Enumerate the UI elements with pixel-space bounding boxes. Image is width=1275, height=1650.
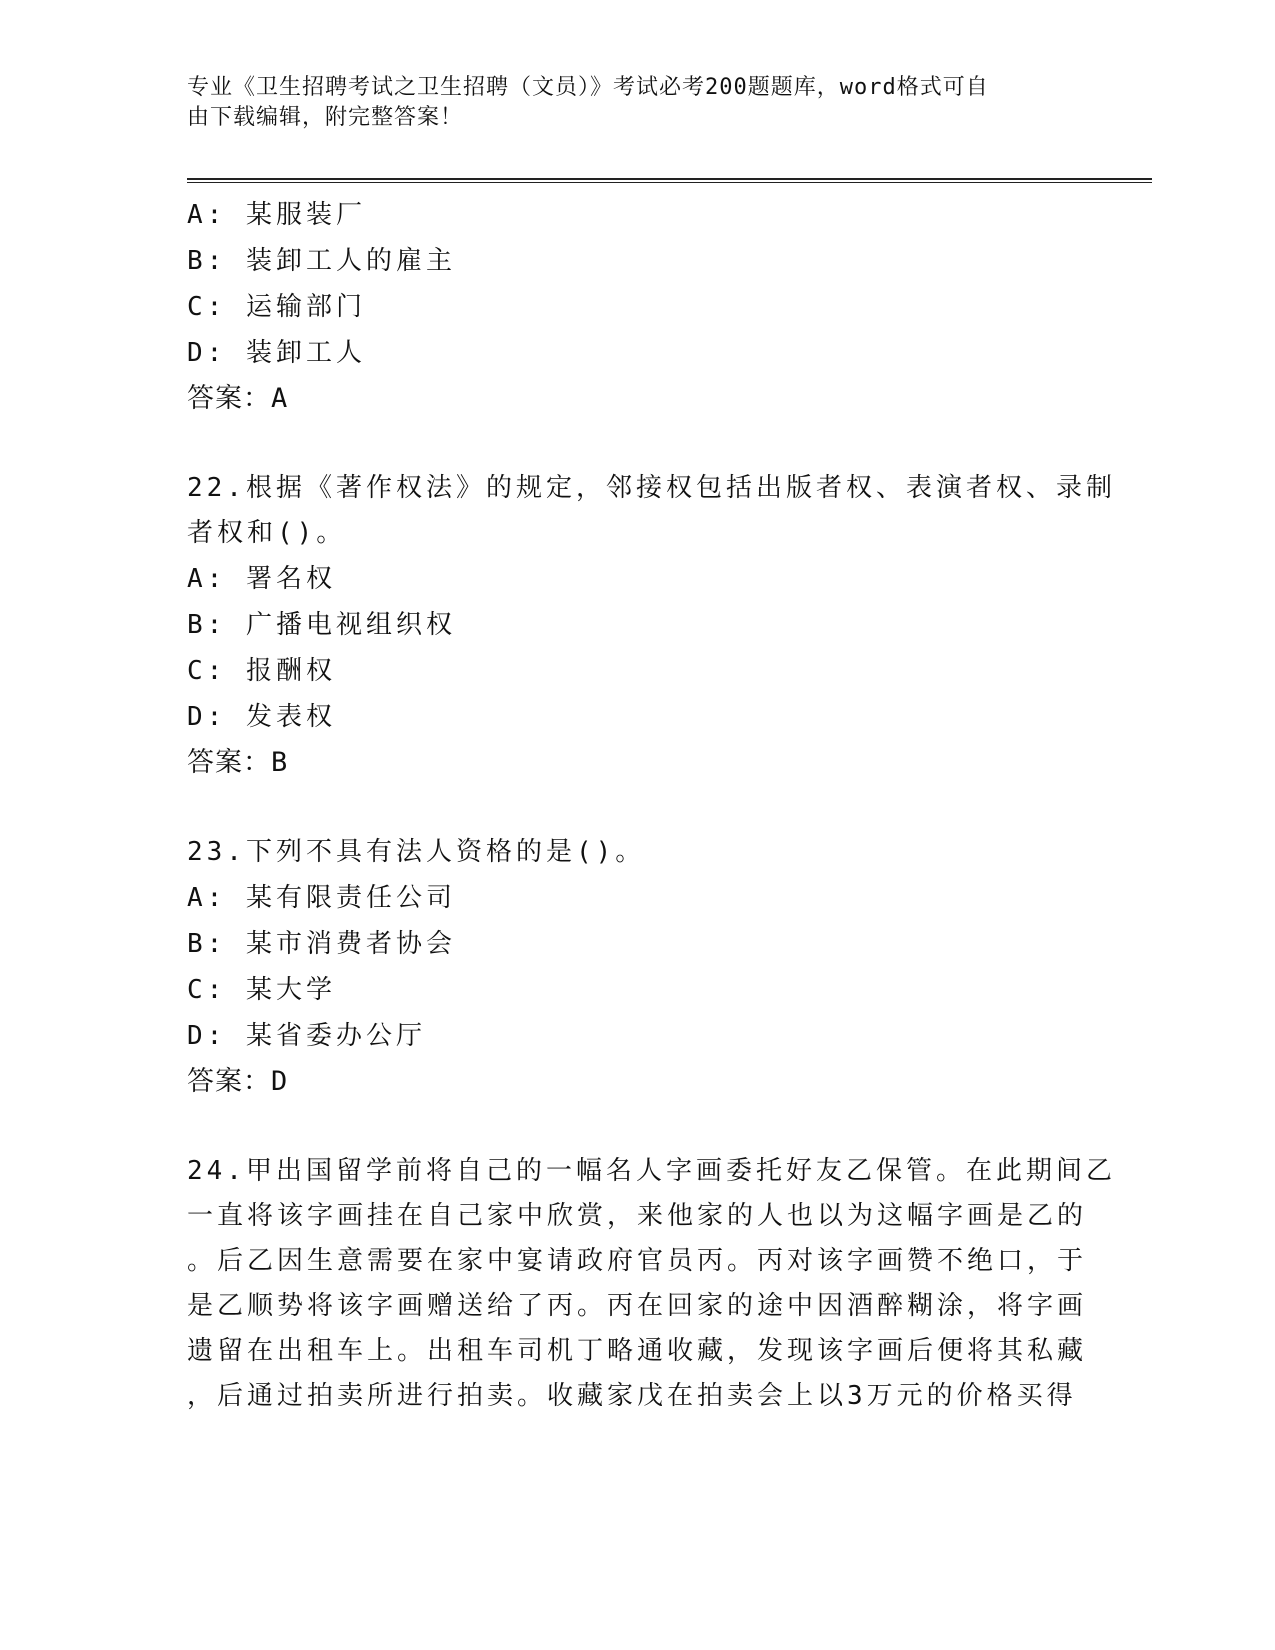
option-a: A: 某有限责任公司 <box>187 883 456 913</box>
question-line: 一直将该字画挂在自己家中欣赏，来他家的人也以为这幅字画是乙的 <box>187 1201 1088 1231</box>
question-line: ，后通过拍卖所进行拍卖。收藏家戊在拍卖会上以3万元的价格买得 <box>187 1381 1077 1411</box>
question-line: 。后乙因生意需要在家中宴请政府官员丙。丙对该字画赞不绝口，于 <box>187 1246 1088 1276</box>
header-line-2: 由下载编辑，附完整答案！ <box>187 105 464 130</box>
answer: 答案：B <box>187 747 289 778</box>
question-21 <box>187 192 1087 422</box>
question-line: 是乙顺势将该字画赠送给了丙。丙在回家的途中因酒醉糊涂，将字画 <box>187 1291 1088 1321</box>
option-d: D: 某省委办公厅 <box>187 1021 426 1051</box>
option-b: B: 广播电视组织权 <box>187 610 456 640</box>
spacer <box>187 1105 1087 1149</box>
question-22 <box>187 466 1116 786</box>
spacer <box>187 786 1087 830</box>
question-line: 24.甲出国留学前将自己的一幅名人字画委托好友乙保管。在此期间乙 <box>187 1156 1116 1186</box>
question-24 <box>187 1149 1116 1419</box>
header-divider <box>187 178 1152 183</box>
question-line: 遗留在出租车上。出租车司机丁略通收藏，发现该字画后便将其私藏 <box>187 1336 1088 1366</box>
option-c: C: 报酬权 <box>187 656 336 686</box>
option-d: D: 装卸工人 <box>187 338 366 368</box>
option-a: A: 署名权 <box>187 564 336 594</box>
document-body <box>187 192 1116 1419</box>
header-line-1: 专业《卫生招聘考试之卫生招聘（文员）》考试必考200题题库，word格式可自 <box>187 75 989 100</box>
question-text <box>187 1149 1116 1419</box>
question-text <box>187 830 1077 875</box>
option-a: A: 某服装厂 <box>187 200 366 230</box>
question-23 <box>187 830 1087 1105</box>
answer: 答案：D <box>187 1066 289 1097</box>
option-b: B: 某市消费者协会 <box>187 929 456 959</box>
question-text <box>187 466 1116 556</box>
document-header <box>187 73 1067 133</box>
option-c: C: 某大学 <box>187 975 336 1005</box>
answer: 答案：A <box>187 383 289 414</box>
option-d: D: 发表权 <box>187 702 336 732</box>
question-line: 22.根据《著作权法》的规定，邻接权包括出版者权、表演者权、录制 <box>187 473 1116 503</box>
option-c: C: 运输部门 <box>187 292 366 322</box>
question-line: 23.下列不具有法人资格的是()。 <box>187 837 646 867</box>
spacer <box>187 422 1087 466</box>
question-line: 者权和()。 <box>187 518 347 548</box>
option-b: B: 装卸工人的雇主 <box>187 246 456 276</box>
